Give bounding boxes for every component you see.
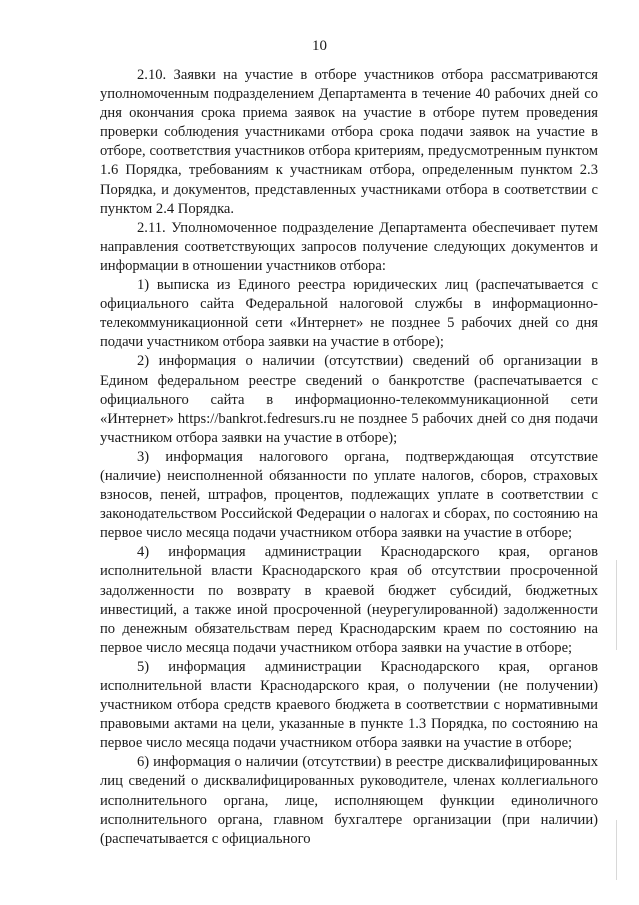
paragraph-2-11: 2.11. Уполномоченное подразделение Департамента обеспечивает путем направления соответствующих запросов получение следующих документов и информации в отношении участников отбора: [100, 219, 598, 274]
list-item-4: 4) информация администрации Краснодарского края, органов исполнительной власти Краснодарского края об отсутствии просроченной задолженности по возврату в краевой бюджет субсидий, бюджетных инвестиций, а также иной просроченной (неурегулированной) задолженности по денежным обязательствам перед Краснодарским краем по состоянию на первое число месяца подачи участником отбора заявки на участие в отборе; [100, 544, 598, 656]
list-item-3: 3) информация налогового органа, подтверждающая отсутствие (наличие) неисполненной обязанности по уплате налогов, сборов, страховых взносов, пеней, штрафов, процентов, подлежащих уплате в соответствии с законодательством Российской Федерации о налогах и сборах, по состоянию на первое число месяца подачи участником отбора заявки на участие в отборе; [100, 448, 598, 542]
scan-edge-mark [616, 820, 617, 880]
list-item-1: 1) выписка из Единого реестра юридических лиц (распечатывается с официального сайта Федеральной налоговой службы в информационно-телекоммуникационной сети «Интернет» не позднее 5 рабочих дней со дня подачи участником отбора заявки на участие в отборе); [100, 277, 598, 351]
scan-edge-mark [616, 560, 617, 650]
list-item-5: 5) информация администрации Краснодарского края, органов исполнительной власти Краснодарского края, о получении (не получении) участником отбора средств краевого бюджета в соответствии с нормативными правовыми актами на цели, указанные в пункте 1.3 Порядка, по состоянию на первое число месяца подачи участником отбора заявки на участие в отборе; [100, 658, 598, 752]
page-number: 10 [312, 38, 327, 54]
list-item-6: 6) информация о наличии (отсутствии) в реестре дисквалифицированных лиц сведений о дисквалифицированных руководителе, членах коллегиального исполнительного органа, лице, исполняющем функции единоличного исполнительного органа, главном бухгалтере организации (при наличии) (распечатывается с официального [100, 754, 598, 847]
document-body [100, 66, 598, 849]
paragraph-2-10: 2.10. Заявки на участие в отборе участников отбора рассматриваются уполномоченным подразделением Департамента в течение 40 рабочих дней со дня окончания срока приема заявок на участие в отборе путем проведения проверки соблюдения участниками отбора срока подачи заявок на участие в отборе, соответствия участников отбора критериям, предусмотренным пунктом 1.6 Порядка, требованиям к участникам отбора, определенным пунктом 2.3 Порядка, и документов, представленных участниками отбора в соответствии с пунктом 2.4 Порядка. [100, 67, 598, 217]
list-item-2: 2) информация о наличии (отсутствии) сведений об организации в Едином федеральном реестре сведений о банкротстве (распечатывается с официального сайта в информационно-телекоммуникационной сети «Интернет» https://bankrot.fedresurs.ru не позднее 5 рабочих дней со дня подачи участником отбора заявки на участие в отборе); [100, 353, 598, 446]
